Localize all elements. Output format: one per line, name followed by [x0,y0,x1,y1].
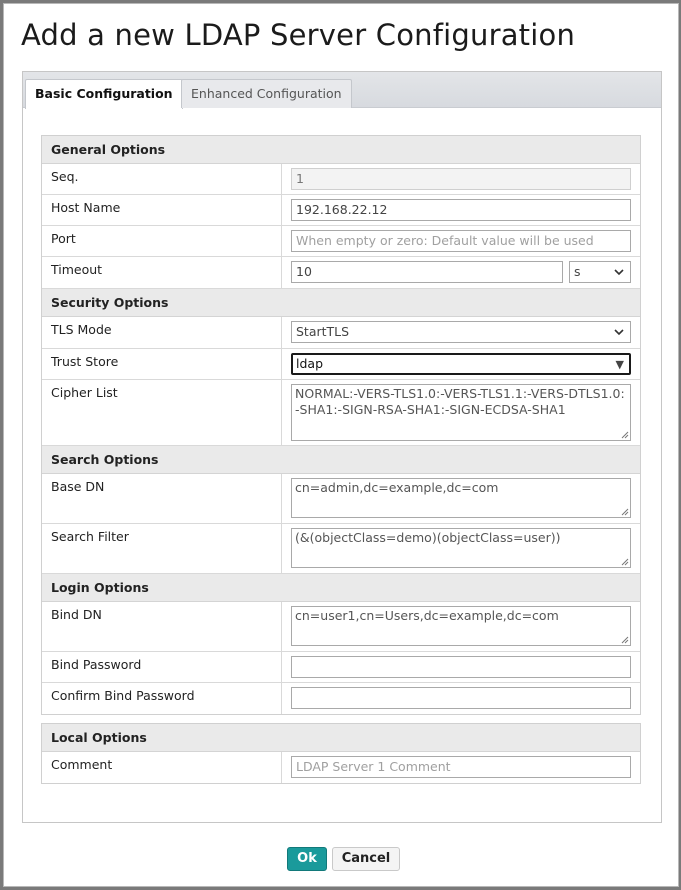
trust-store-label: Trust Store [42,349,282,379]
section-header-login: Login Options [42,574,640,602]
row-search-filter [42,524,640,574]
timeout-unit-value: s [574,264,581,279]
ok-button[interactable]: Ok [287,847,327,871]
cipher-list-label: Cipher List [42,380,282,445]
host-name-label: Host Name [42,195,282,225]
timeout-unit-select[interactable] [569,261,631,283]
cancel-button[interactable]: Cancel [332,847,400,871]
base-dn-textarea[interactable] [291,478,631,518]
row-confirm-bind-password [42,683,640,714]
timeout-label: Timeout [42,257,282,288]
tls-mode-value: StartTLS [296,324,350,339]
row-seq [42,164,640,195]
section-header-security: Security Options [42,289,640,317]
comment-label: Comment [42,752,282,783]
row-base-dn [42,474,640,524]
tls-mode-select[interactable] [291,321,631,343]
row-comment [42,752,640,783]
tab-bar [23,72,661,108]
ldap-config-dialog [3,3,679,887]
tls-mode-label: TLS Mode [42,317,282,348]
section-header-general: General Options [42,136,640,164]
dialog-title: Add a new LDAP Server Configuration [21,18,576,52]
row-timeout [42,257,640,289]
host-name-input[interactable]: 192.168.22.12 [291,199,631,221]
resize-grip-icon[interactable] [620,430,629,439]
trust-store-value: ldap [296,356,324,371]
comment-input[interactable]: LDAP Server 1 Comment [291,756,631,778]
bind-password-input[interactable] [291,656,631,678]
config-panel [22,71,662,823]
resize-grip-icon[interactable] [620,557,629,566]
tab-basic-configuration[interactable]: Basic Configuration [25,79,183,109]
bind-dn-value: cn=user1,cn=Users,dc=example,dc=com [295,608,559,623]
local-options-table [41,723,641,784]
tab-enhanced-configuration[interactable]: Enhanced Configuration [181,79,352,108]
section-header-search: Search Options [42,446,640,474]
bind-dn-label: Bind DN [42,602,282,651]
chevron-down-icon [613,326,625,338]
row-port [42,226,640,257]
search-filter-value: (&(objectClass=demo)(objectClass=user)) [295,530,561,545]
cipher-list-textarea[interactable] [291,384,631,441]
port-label: Port [42,226,282,256]
base-dn-value: cn=admin,dc=example,dc=com [295,480,499,495]
row-trust-store [42,349,640,380]
row-cipher-list [42,380,640,446]
row-bind-password [42,652,640,683]
confirm-bind-password-label: Confirm Bind Password [42,683,282,714]
base-dn-label: Base DN [42,474,282,523]
seq-input: 1 [291,168,631,190]
chevron-down-icon [613,266,625,278]
confirm-bind-password-input[interactable] [291,687,631,709]
section-header-local: Local Options [42,724,640,752]
options-table [41,135,641,715]
resize-grip-icon[interactable] [620,507,629,516]
trust-store-combobox[interactable] [291,353,631,375]
search-filter-label: Search Filter [42,524,282,573]
port-input[interactable]: When empty or zero: Default value will be used [291,230,631,252]
cipher-list-value: NORMAL:-VERS-TLS1.0:-VERS-TLS1.1:-VERS-DTLS1.0:-SHA1:-SIGN-RSA-SHA1:-SIGN-ECDSA-SHA1 [295,386,625,417]
seq-label: Seq. [42,164,282,194]
caret-down-icon[interactable]: ▼ [615,358,624,371]
bind-dn-textarea[interactable] [291,606,631,646]
row-host-name [42,195,640,226]
row-bind-dn [42,602,640,652]
resize-grip-icon[interactable] [620,635,629,644]
row-tls-mode [42,317,640,349]
search-filter-textarea[interactable] [291,528,631,568]
bind-password-label: Bind Password [42,652,282,682]
timeout-input[interactable]: 10 [291,261,563,283]
